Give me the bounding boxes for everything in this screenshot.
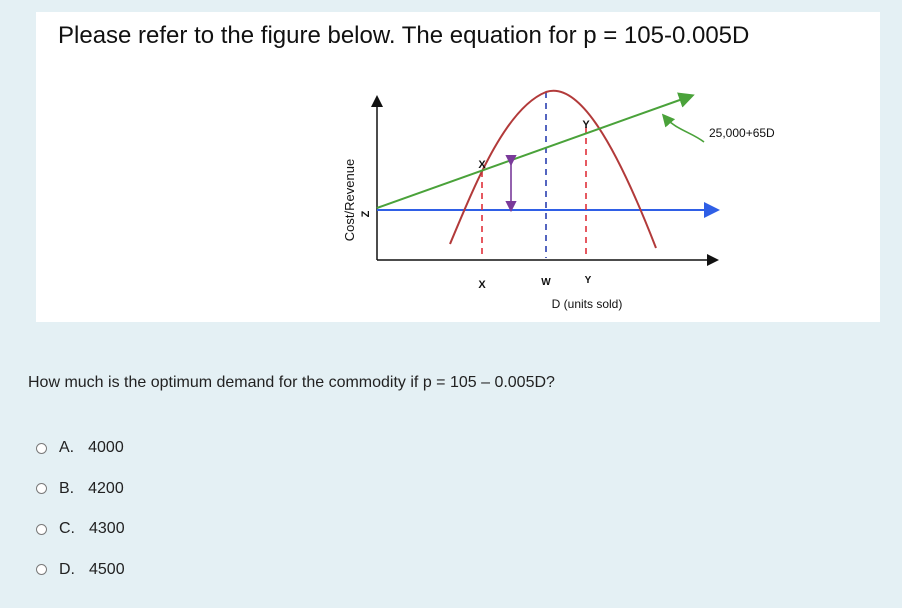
radio-d[interactable] xyxy=(36,564,47,575)
x-point-label: X xyxy=(478,159,486,171)
x-axis-label: D (units sold) xyxy=(551,297,623,311)
option-a[interactable] xyxy=(36,428,125,469)
option-c[interactable] xyxy=(36,509,125,550)
option-value: 4200 xyxy=(88,479,124,497)
cost-line-label: 25,000+65D xyxy=(709,126,775,140)
option-b[interactable] xyxy=(36,469,125,510)
figure-title: Please refer to the figure below. The equation for p = 105-0.005D xyxy=(58,22,750,49)
y-tick-label: Y xyxy=(584,275,592,286)
option-letter: D. xyxy=(59,560,75,578)
z-tick-label: Z xyxy=(360,210,372,218)
label-pointer xyxy=(664,116,704,142)
question-text: How much is the optimum demand for the commodity if p = 105 – 0.005D? xyxy=(28,374,555,391)
total-cost-line xyxy=(377,96,691,208)
radio-c[interactable] xyxy=(36,524,47,535)
x-tick-label: X xyxy=(478,279,486,291)
w-tick-label: W xyxy=(541,277,551,288)
y-axis-label: Cost/Revenue xyxy=(342,158,357,242)
option-letter: B. xyxy=(59,479,75,497)
option-value: 4500 xyxy=(89,560,125,578)
option-value: 4000 xyxy=(88,439,124,457)
cost-revenue-diagram xyxy=(36,12,880,322)
radio-a[interactable] xyxy=(36,443,47,454)
y-point-label: Y xyxy=(582,119,590,131)
option-value: 4300 xyxy=(89,520,125,538)
radio-b[interactable] xyxy=(36,483,47,494)
option-letter: C. xyxy=(59,520,75,538)
figure-panel xyxy=(36,12,880,322)
answer-options xyxy=(36,428,125,590)
option-letter: A. xyxy=(59,439,75,457)
option-d[interactable] xyxy=(36,550,125,591)
